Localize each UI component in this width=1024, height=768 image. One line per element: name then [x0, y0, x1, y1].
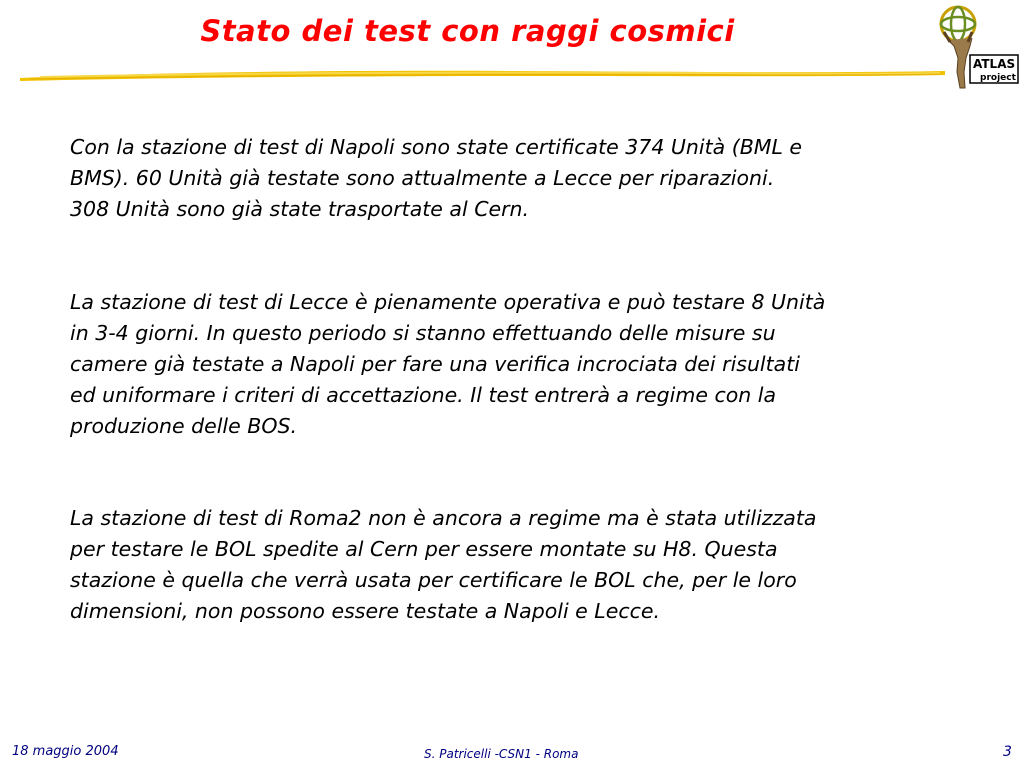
footer-author: S. Patricelli -CSN1 - Roma — [424, 747, 579, 761]
footer-date: 18 maggio 2004 — [12, 744, 119, 759]
logo-atlas-text: ATLAS — [973, 57, 1016, 71]
paragraph-lecce: La stazione di test di Lecce è pienamente operativa e può testare 8 Unità in 3-4 giorni. In questo periodo si stanno effettuando delle misure su camere già testate a Napoli per fare una verifica incrociata dei risultati ed uniformare i criteri di accettazione. Il test entrerà a regime con la produzione delle BOS. — [70, 290, 826, 438]
slide-title: Stato dei test con raggi cosmici — [200, 14, 735, 48]
paragraph-napoli: Con la stazione di test di Napoli sono state certificate 374 Unità (BML e BMS). 60 Unità già testate sono attualmente a Lecce per riparazioni. 308 Unità sono già state trasportate al Cern. — [70, 135, 802, 221]
paragraph-roma2: La stazione di test di Roma2 non è ancora a regime ma è stata utilizzata per testare le BOL spedite al Cern per essere montate su H8. Questa stazione è quella che verrà usata per certificare le BOL che, per le loro dimensioni, non possono essere testate a Napoli e Lecce. — [70, 506, 817, 623]
atlas-logo — [930, 2, 1020, 90]
logo-project-text: project — [980, 73, 1016, 83]
page-number: 3 — [1003, 744, 1012, 760]
title-underline-brush — [20, 64, 945, 88]
